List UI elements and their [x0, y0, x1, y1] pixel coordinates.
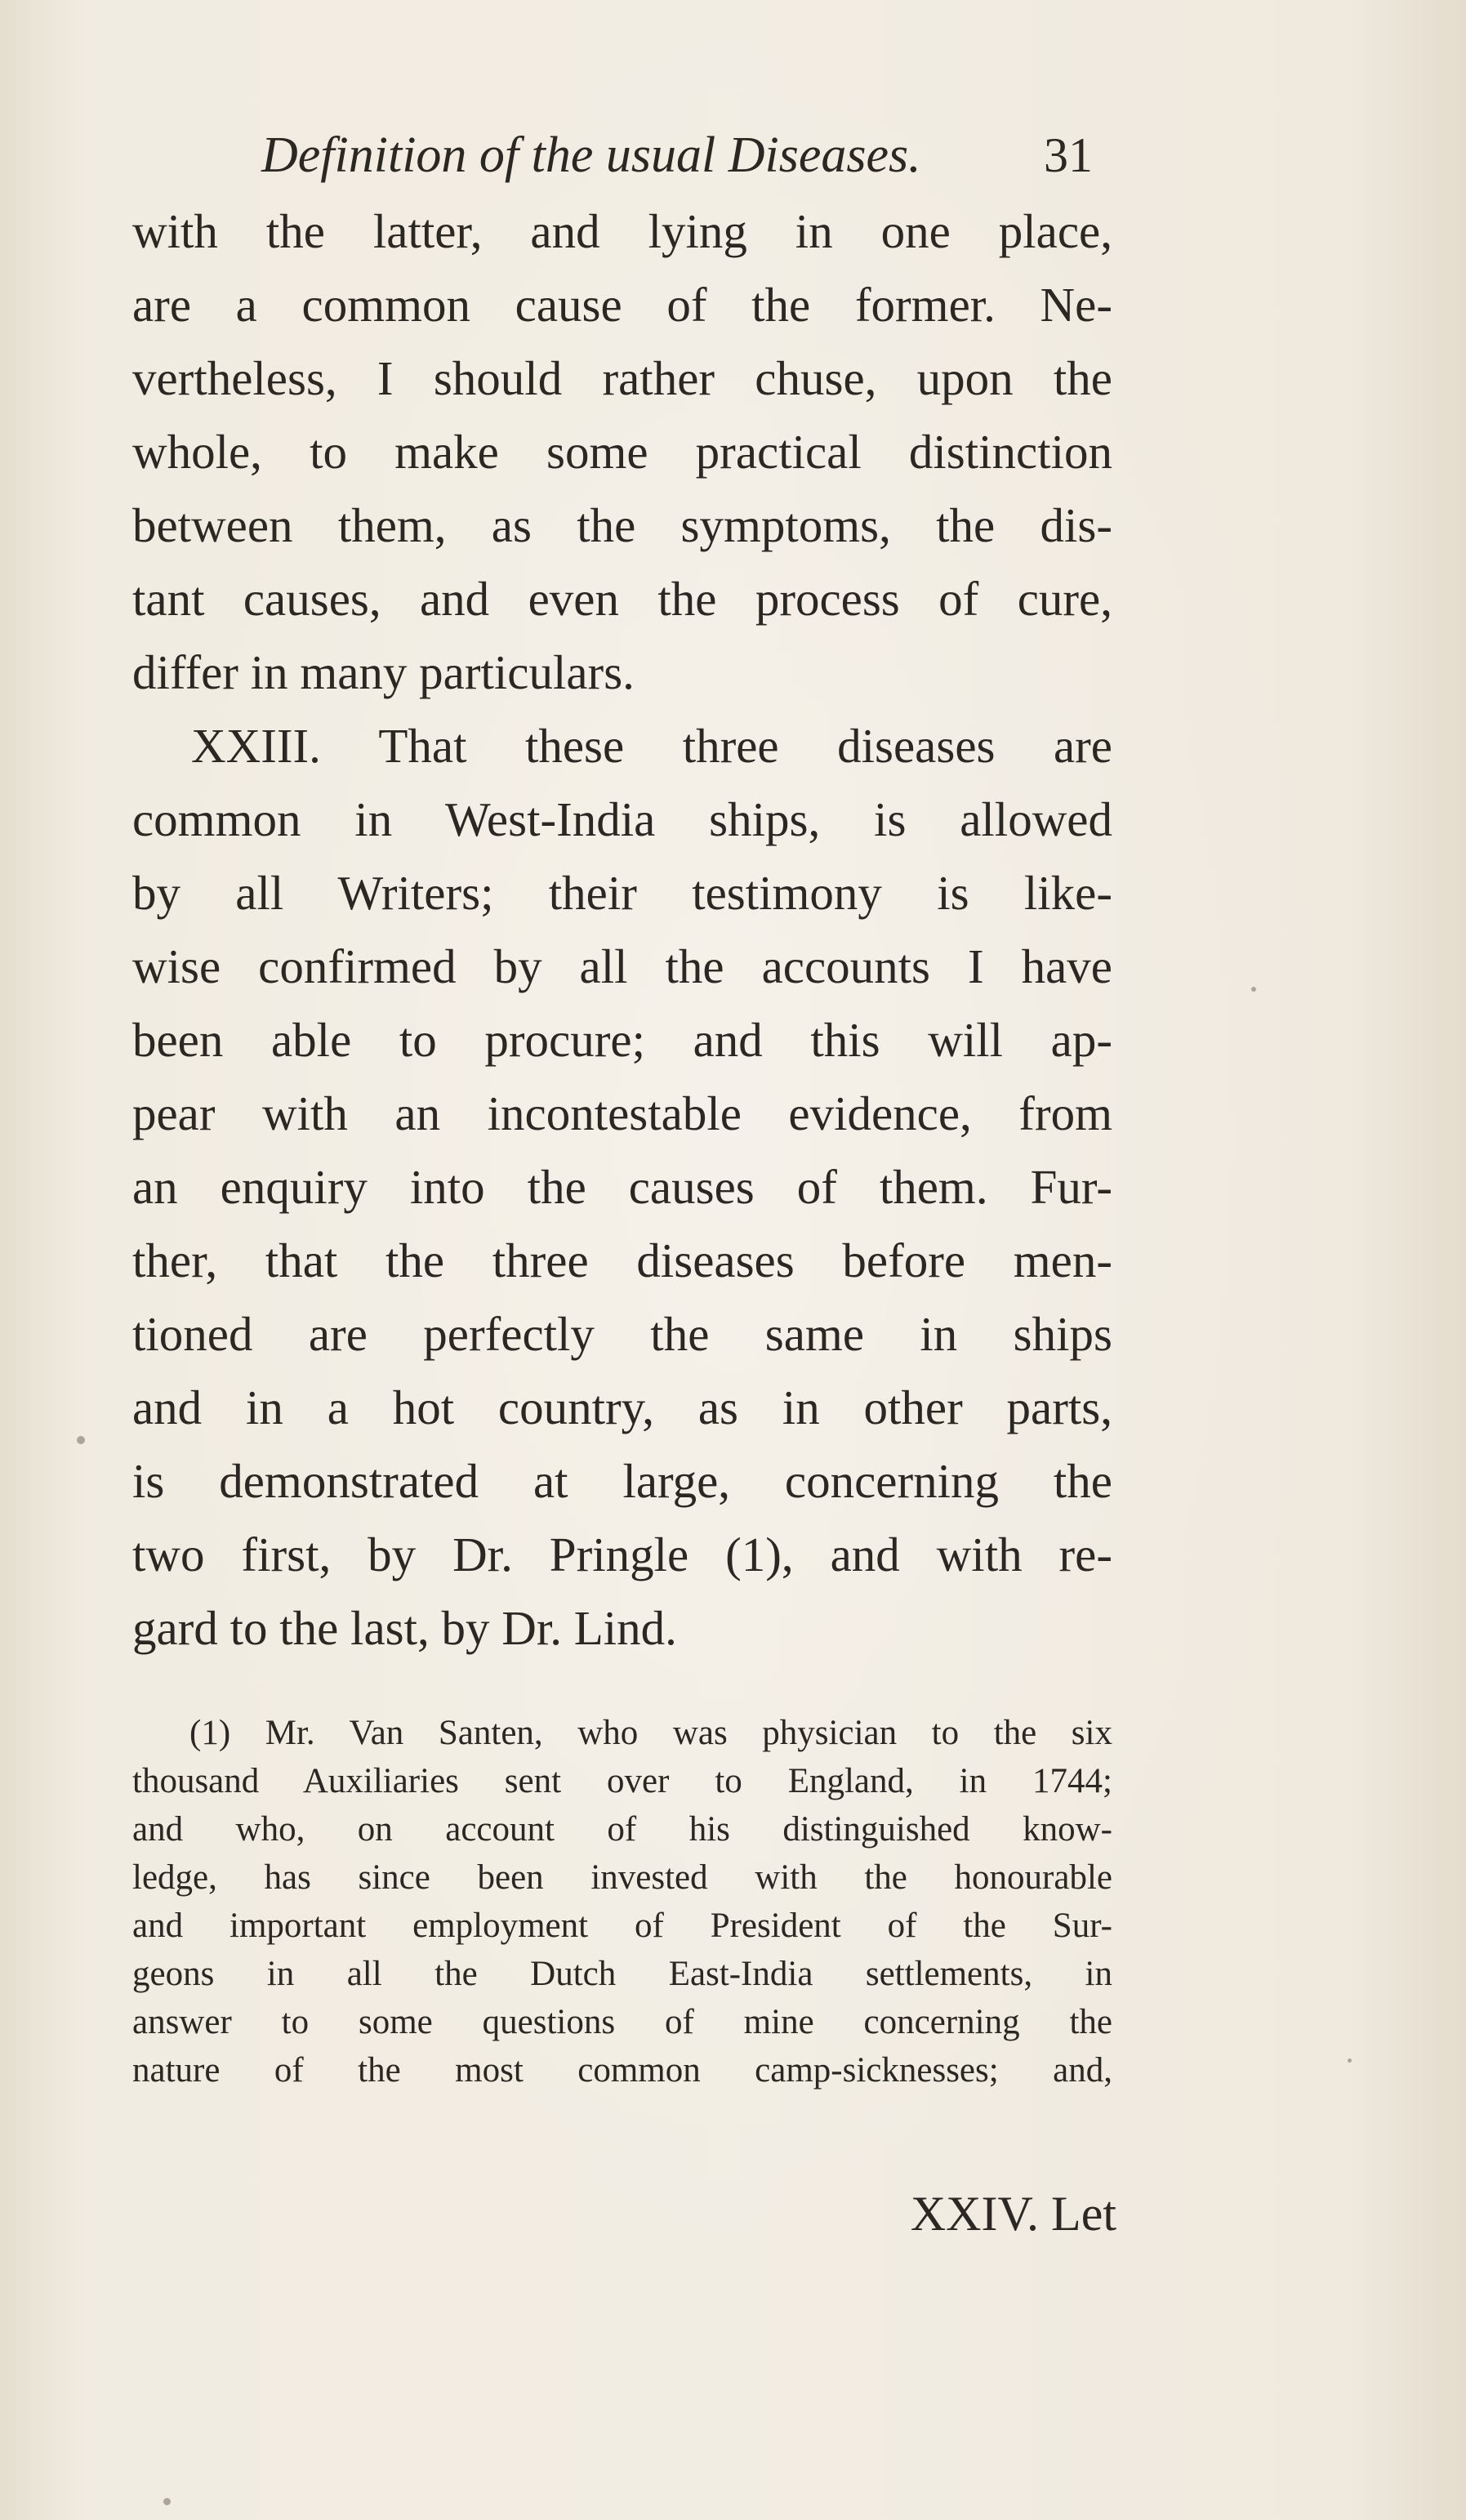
- paper-speck: [1348, 2058, 1352, 2063]
- body-text: [132, 194, 1112, 1665]
- text-line: pear with an incontestable evidence, from: [132, 1086, 1112, 1140]
- page-header: [261, 123, 1119, 188]
- running-title: Definition of the usual Diseases.: [261, 127, 921, 183]
- text-line: ther, that the three diseases before men-: [132, 1233, 1112, 1287]
- paper-speck: [1251, 987, 1256, 992]
- footnote: [132, 1709, 1112, 2094]
- paper-speck: [77, 1436, 85, 1444]
- text-line: differ in many particulars.: [132, 645, 635, 699]
- text-line: between them, as the symptoms, the dis-: [132, 498, 1112, 552]
- catchword: XXIV. Let: [910, 2187, 1116, 2241]
- text-line: tant causes, and even the process of cure,: [132, 572, 1112, 626]
- text-line: with the latter, and lying in one place,: [132, 204, 1112, 258]
- text-line: gard to the last, by Dr. Lind.: [132, 1601, 677, 1655]
- footnote-line: (1) Mr. Van Santen, who was physician to the six: [189, 1714, 1112, 1752]
- text-line: an enquiry into the causes of them. Fur-: [132, 1160, 1112, 1214]
- text-line: been able to procure; and this will ap-: [132, 1013, 1112, 1067]
- footnote-line: nature of the most common camp-sicknesses; and,: [132, 2051, 1112, 2090]
- text-line: two first, by Dr. Pringle (1), and with re-: [132, 1528, 1112, 1581]
- footnote-line: ledge, has since been invested with the honourable: [132, 1858, 1112, 1897]
- page-number: 31: [1044, 128, 1093, 182]
- section-xxiii-start: XXIII. That these three diseases are: [191, 719, 1112, 773]
- footnote-line: geons in all the Dutch East-India settlements, in: [132, 1955, 1112, 1993]
- text-line: are a common cause of the former. Ne-: [132, 278, 1112, 332]
- paper-speck: [163, 2498, 171, 2505]
- text-line: vertheless, I should rather chuse, upon the: [132, 351, 1112, 405]
- text-line: is demonstrated at large, concerning the: [132, 1454, 1112, 1508]
- text-line: and in a hot country, as in other parts,: [132, 1380, 1112, 1434]
- text-line: tioned are perfectly the same in ships: [132, 1307, 1112, 1361]
- footnote-line: answer to some questions of mine concerning the: [132, 2003, 1112, 2041]
- text-line: common in West-India ships, is allowed: [132, 792, 1112, 846]
- text-line: wise confirmed by all the accounts I have: [132, 939, 1112, 993]
- text-line: whole, to make some practical distinction: [132, 425, 1112, 479]
- footnote-line: and important employment of President of the Sur-: [132, 1907, 1112, 1945]
- footnote-line: thousand Auxiliaries sent over to England, in 1744;: [132, 1762, 1112, 1800]
- footnote-line: and who, on account of his distinguished know-: [132, 1810, 1112, 1849]
- text-line: by all Writers; their testimony is like-: [132, 866, 1112, 920]
